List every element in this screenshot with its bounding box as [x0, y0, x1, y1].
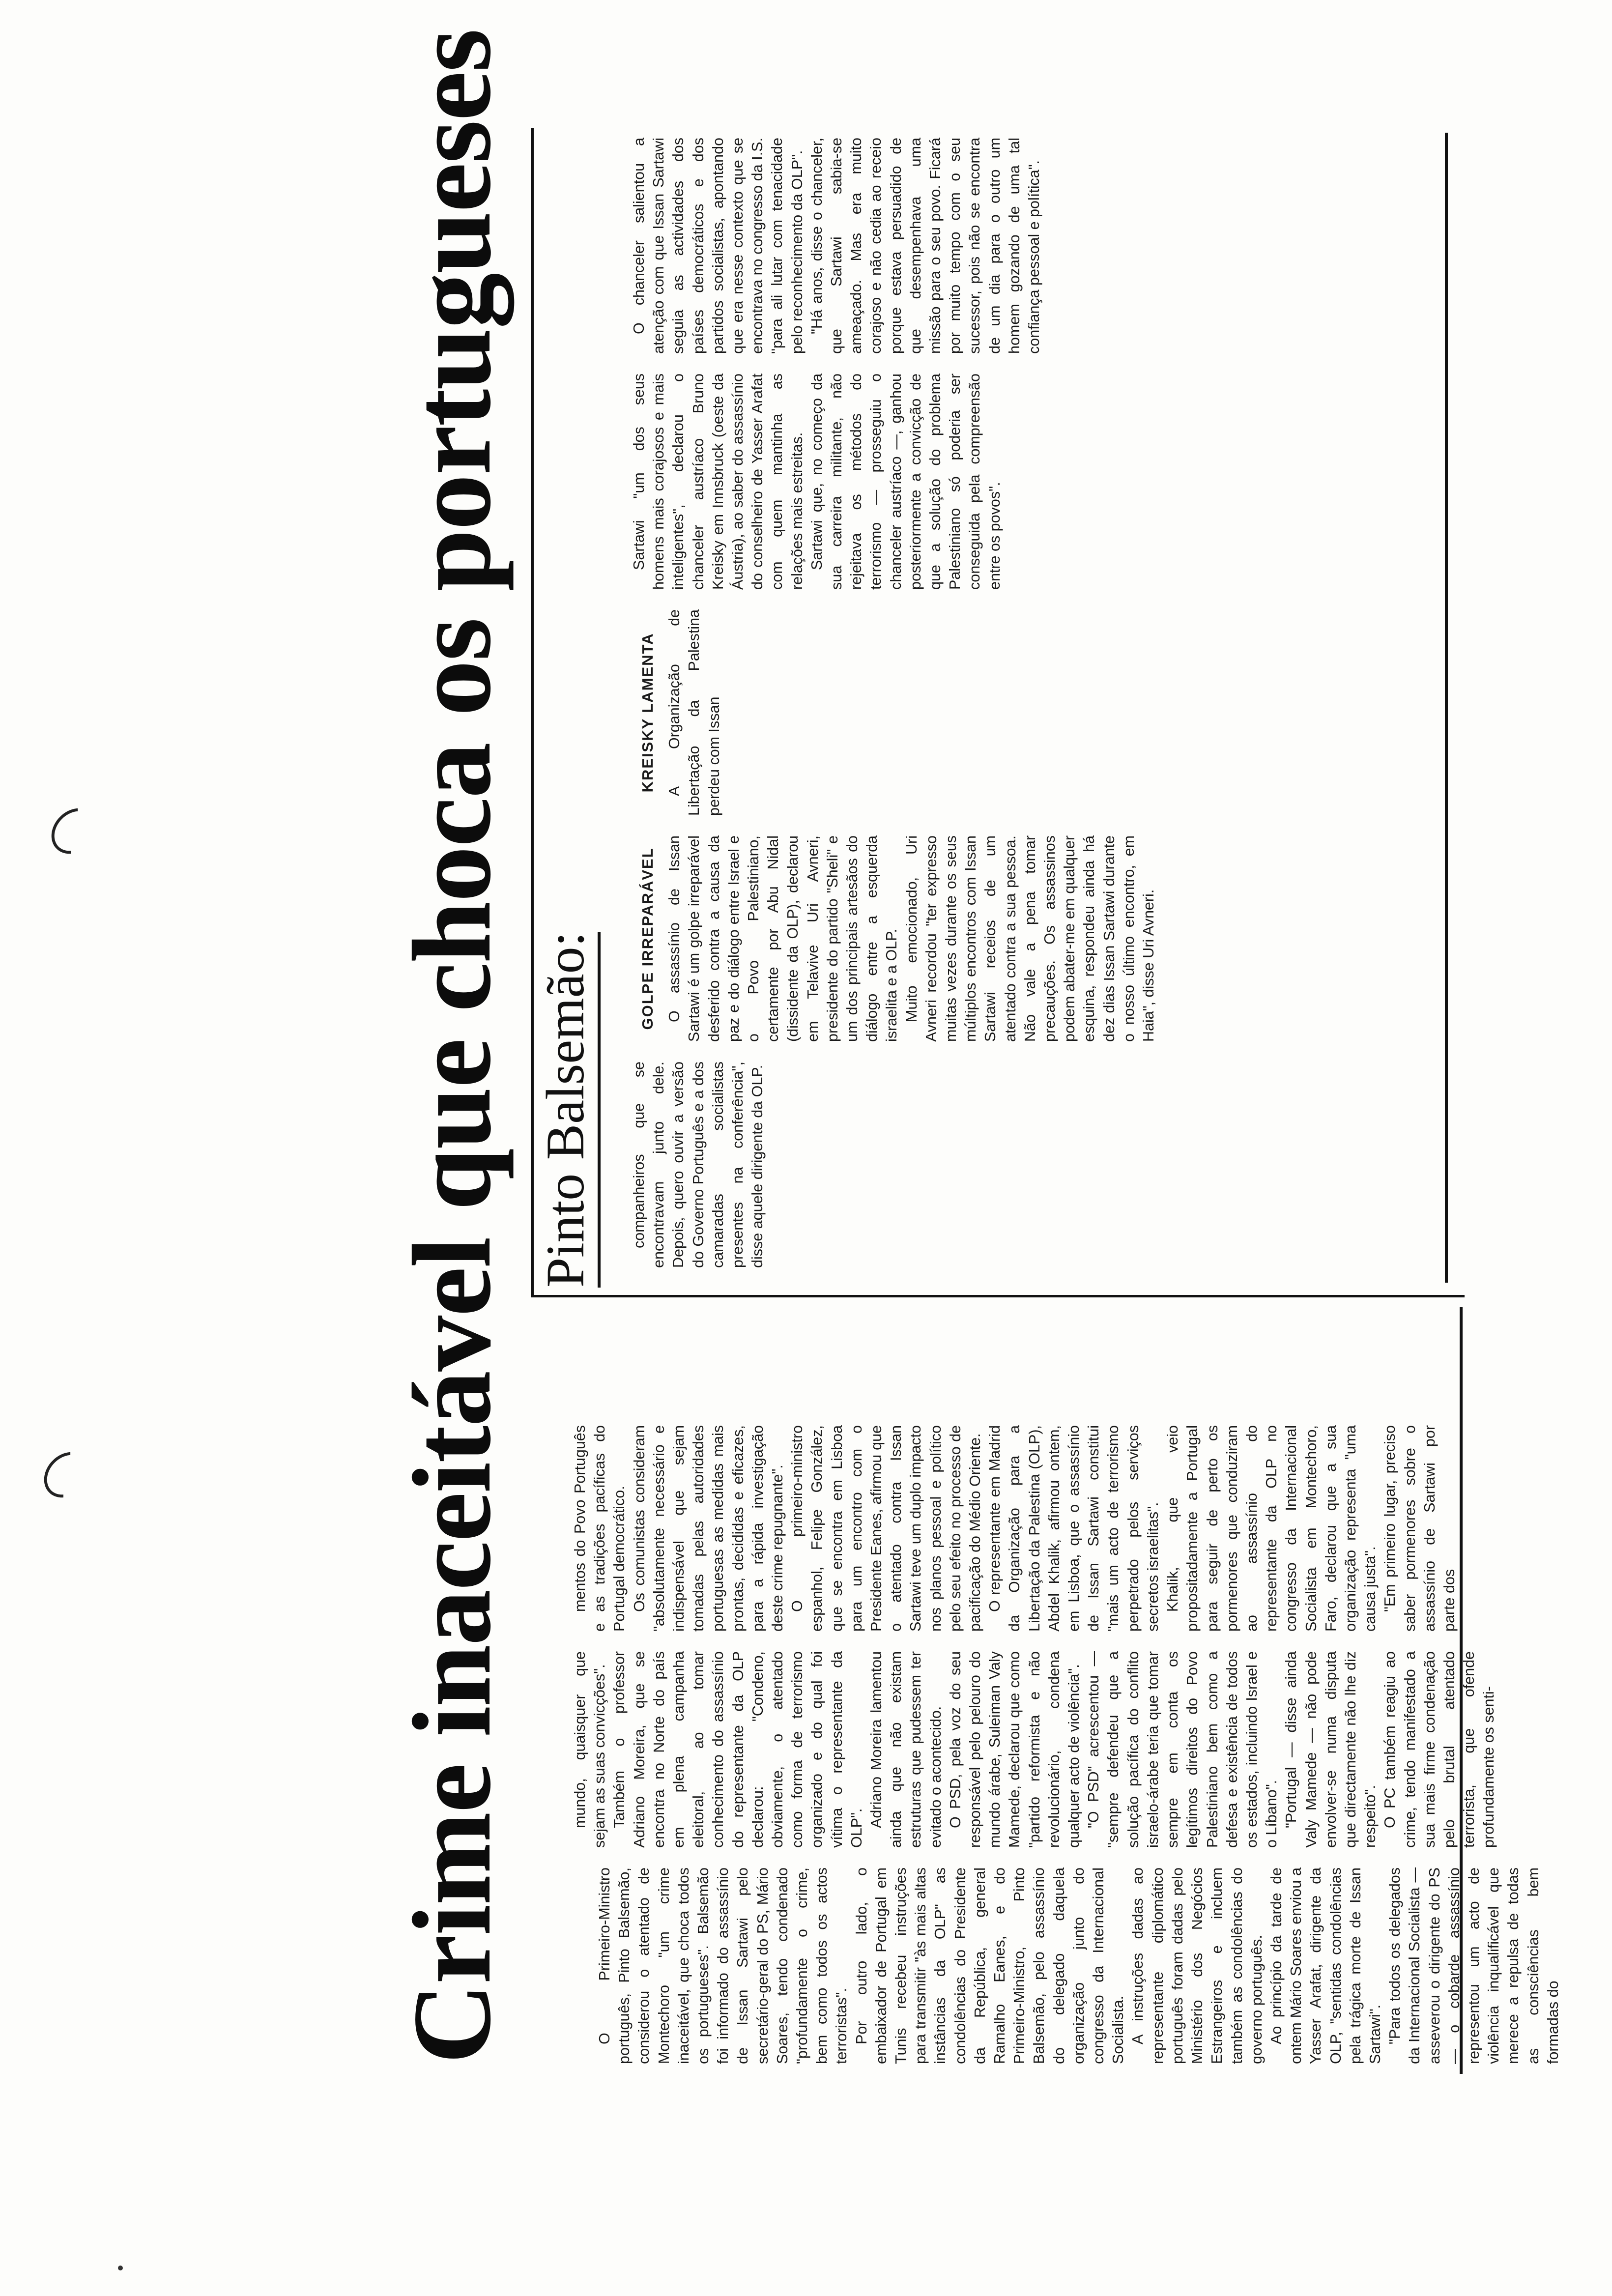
- article-column: [595, 1867, 1561, 2064]
- article-column: [629, 138, 1435, 354]
- article-column: [629, 373, 1435, 590]
- newspaper-clipping: [364, 29, 1561, 2084]
- article-paragraph: "Há anos, disse o chanceler, que Sartawi sabia-se ameaçado. Mas era muito corajoso e não cedia ao receio porque estava persuadido de que desempenhava uma missão para o seu povo. Ficará por muito tempo com o seu sucessor, pois não se encontra de um dia para o outro um homem gozando de uma tal confiança pessoal e política".: [808, 138, 1043, 354]
- article-paragraph: A instruções dadas ao representante diplomático português foram dadas pelo Ministério dos Negócios Estrangeiros e incluem também as condolências do governo português.: [1129, 1867, 1265, 2064]
- article-kicker: Pinto Balsemão:: [536, 932, 601, 1288]
- article-paragraph: mentos do Povo Português e as tradições pacíficas do Portugal democrático.: [572, 1425, 628, 1632]
- article-column: [629, 1062, 1435, 1268]
- scan-edge-mark: [42, 799, 106, 863]
- article-paragraph: A Organização de Libertação da Palestina perdeu com Issan: [666, 609, 722, 816]
- article-paragraph: O assassínio de Issan Sartawi é um golpe irreparável desferido contra a causa da paz e do diálogo entre Israel e o Povo Palestiniano, certamente por Abu Nidal (dissidente da OLP), declarou em Telavive Uri Avneri, presidente do partido "Sheli" e um dos principais artesãos do diálogo entre a esquerda israelita e a OLP.: [666, 835, 900, 1042]
- scan-speck: [118, 2266, 123, 2270]
- box-rule-top: [531, 128, 534, 1297]
- article-column: [629, 609, 1435, 816]
- article-paragraph: Sartawi que, no começo da sua carreira militante, não rejeitava os métodos do terrorismo — prosseguiu o chanceler austríaco —, ganhou posteriormente a convicção de que a solução do problema Palestiniano só poderia ser conseguida pela compreensão entre os povos".: [808, 373, 1003, 590]
- article-paragraph: O PC também reagiu ao crime, tendo manifestado a sua mais firme condenação pelo brutal atentado terrorista, que ofende profundamente os senti-: [1382, 1651, 1497, 1848]
- article-paragraph: O Primeiro-Ministro português, Pinto Balsemão, considerou o atentado de Montechoro "um crime inaceitável, que choca todos os portugueses". Balsemão foi informado do assassínio de Issan Sartawi pelo secretário-geral do PS, Mário Soares, tendo condenado "profundamente o crime, bem como todos os actos terroristas".: [596, 1867, 850, 2064]
- article-column: [629, 835, 1435, 1042]
- column-rule-bottom: [1445, 133, 1448, 1283]
- article-paragraph: "Para todos os delegados da Internacional Socialista — asseverou o dirigente do PS — o cobarde assassínio representou um acto de violência inqualificável que merece a repulsa de todas as consciências bem formadas do: [1386, 1867, 1561, 2064]
- article-paragraph: "Em primeiro lugar, preciso saber pormenores sobre o assassínio de Sartawi por parte dos: [1382, 1425, 1458, 1632]
- article-paragraph: O representante em Madrid da Organização para a Libertação da Palestina (OLP), Abdel Khalik, afirmou ontem, em Lisboa, que o assassínio de Issan Sartawi constitui "mais um acto de terrorismo perpetrado pelos serviços secretos israelitas".: [986, 1425, 1161, 1632]
- article-paragraph: Os comunistas consideram "absolutamente necessário e indispensável que sejam tomadas pelas autoridades portuguesas as medidas mais prontas, decididas e eficazes, para a rápida investigação deste crime repugnante".: [631, 1425, 786, 1632]
- article-paragraph: O PSD, pela voz do seu responsável pelo pelouro do mundo árabe, Suleiman Valy Mamede, declarou que como "partido reformista e não revolucionário, condena qualquer acto de violência".: [947, 1651, 1083, 1848]
- article-paragraph: Adriano Moreira lamentou ainda que não existam estruturas que pudessem ter evitado o acontecido.: [868, 1651, 944, 1848]
- article-paragraph: "Portugal — disse ainda Valy Mamede — não pode envolver-se numa disputa que directamente não lhe diz respeito".: [1283, 1651, 1379, 1848]
- article-column: [570, 1425, 1458, 1632]
- article-column: [570, 1651, 1497, 1848]
- article-paragraph: O chanceler salientou a atenção com que Issan Sartawi seguia as actividades dos países democráticos e dos partidos socialistas, apontando que era nesse contexto que se encontrava no congresso da I.S. "para ali lutar com tenacidade pelo reconhecimento da OLP".: [631, 138, 806, 354]
- subheading-golpe: GOLPE IRREPARÁVEL: [639, 847, 656, 1030]
- article-headline: Crime inaceitável que choca os portugueses: [390, 29, 514, 2064]
- article-paragraph: Ao princípio da tarde de ontem Mário Soares enviou a Yasser Arafat, dirigente da OLP, "sentidas condolências pela trágica morte de Issan Sartawi".: [1267, 1867, 1383, 2064]
- article-paragraph: companheiros que se encontravam junto dele. Depois, quero ouvir a versão do Governo Português e a dos camaradas socialistas presentes na conferência", disse aquele dirigente da OLP.: [631, 1062, 766, 1268]
- article-paragraph: Por outro lado, o embaixador de Portugal em Tunis recebeu instruções para transmitir "às mais altas instâncias da OLP" as condolências do Presidente da República, general Ramalho Eanes, e do Primeiro-Ministro, Pinto Balsemão, pelo assassínio do delegado daquela organização junto do congresso da Internacional Socialista.: [853, 1867, 1127, 2064]
- article-paragraph: mundo, quaisquer que sejam as suas convicções".: [572, 1651, 608, 1848]
- subheading-kreisky: KREISKY LAMENTA: [639, 632, 656, 793]
- article-paragraph: Sartawi "um dos seus homens mais corajosos e mais inteligentes", declarou o chanceler austríaco Bruno Kreisky em Innsbruck (oeste da Áustria), ao saber do assassínio do conselheiro de Yasser Arafat com quem mantinha as relações mais estreitas.: [631, 373, 806, 590]
- article-paragraph: Khalik, que veio propositadamente a Portugal para seguir de perto os pormenores que conduziram ao assassínio do representante da OLP no congresso da Internacional Socialista em Montechoro, Faro, declarou que a sua organização representa "uma causa justa".: [1164, 1425, 1379, 1632]
- article-paragraph: Também o professor Adriano Moreira, que se encontra no Norte do país em plena campanha eleitoral, ao tomar conhecimento do assassínio do representante da OLP declarou: "Condeno, obviamente, o atentado como forma de terrorismo organizado e do qual foi vítima o representante da OLP".: [611, 1651, 865, 1848]
- box-rule-left: [531, 1295, 1465, 1297]
- article-paragraph: Muito emocionado, Uri Avneri recordou "ter expresso muitas vezes durante os seus múltiplos encontros com Issan Sartawi receios de um atentado contra a sua pessoa. Não vale a pena tomar precauções. Os assassinos podem abater-me em qualquer esquina, respondeu ainda há dez dias Issan Sartawi durante o nosso último encontro, em Haia", disse Uri Avneri.: [903, 835, 1157, 1042]
- article-paragraph: "O PSD" acrescentou — "sempre defendeu que a solução pacífica do conflito israelo-árabe teria que tomar sempre em conta os legítimos direitos do Povo Palestiniano bem como a defesa e existência de todos os estados, incluindo Israel e o Líbano".: [1085, 1651, 1280, 1848]
- article-paragraph: O primeiro-ministro espanhol, Felipe González, que se encontra em Lisboa para um encontro com o Presidente Eanes, afirmou que o atentado contra Issan Sartawi teve um duplo impacto nos planos pessoal e político pelo seu efeito no processo de pacificação do Médio Oriente.: [789, 1425, 984, 1632]
- scan-edge-mark: [35, 1443, 99, 1507]
